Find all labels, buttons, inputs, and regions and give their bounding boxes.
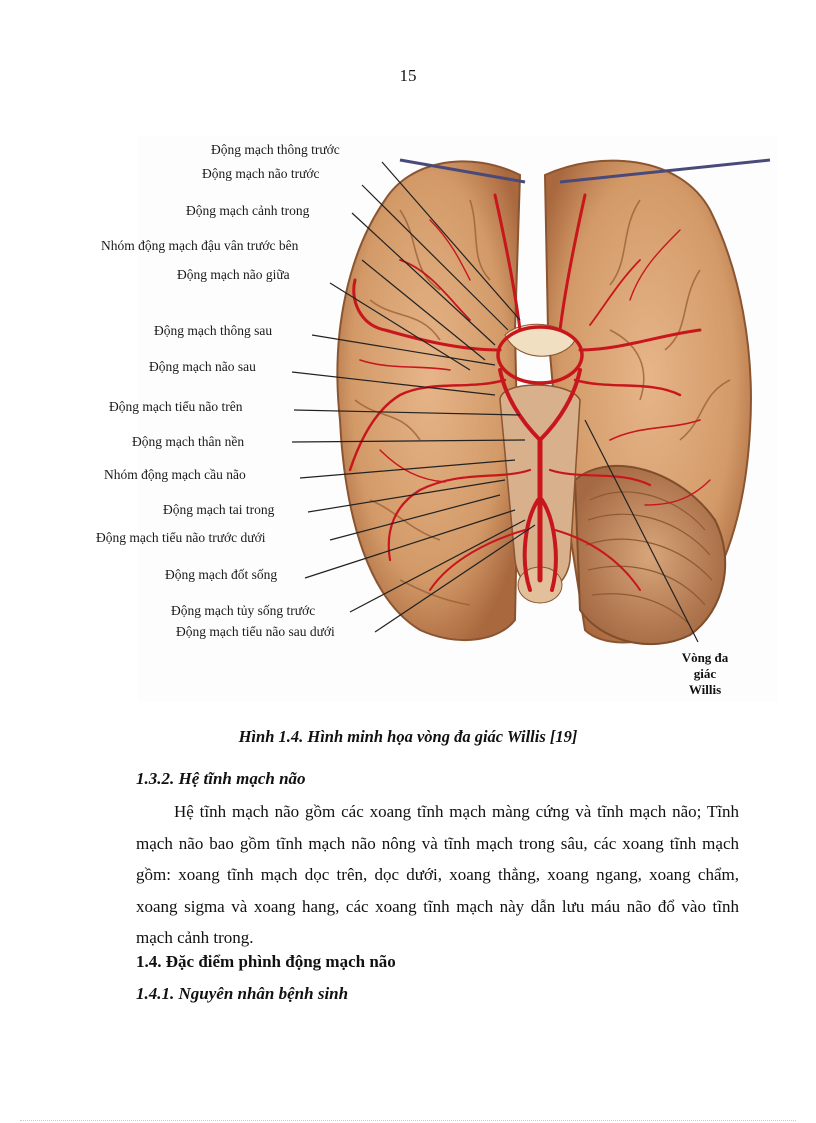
willis-line-1: Vòng đa [681,650,729,665]
label-basilar: Động mạch thân nền [132,434,245,449]
label-anterior-cerebral: Động mạch não trước [202,166,320,181]
heading-1-4: 1.4. Đặc điểm phình động mạch não [136,952,396,971]
label-superior-cerebellar: Động mạch tiểu não trên [109,399,243,414]
label-pontine-group: Nhóm động mạch cầu não [104,467,246,482]
figure-caption: Hình 1.4. Hình minh họa vòng đa giác Willis [19] [238,727,578,746]
label-labyrinthine: Động mạch tai trong [163,502,275,517]
page-number: 15 [399,66,417,85]
label-posterior-inferior-cerebellar: Động mạch tiểu não sau dưới [176,624,335,639]
label-posterior-cerebral: Động mạch não sau [149,359,256,374]
paragraph-venous-system [136,796,739,954]
label-anterior-spinal: Động mạch tủy sống trước [171,603,316,618]
label-vertebral: Động mạch đốt sống [165,567,278,582]
label-anterior-communicating: Động mạch thông trước [211,142,340,157]
paragraph-text: Hệ tĩnh mạch não gồm các xoang tĩnh mạch màng cứng và tĩnh mạch não; Tĩnh mạch não bao gồm tĩnh mạch não nông và tĩnh mạch trong sâu, các xoang tĩnh mạch gồm: xoang tĩnh mạch dọc trên, dọc dưới, xoang thẳng, xoang ngang, xoang chẩm, xoang sigma và xoang hang, các xoang tĩnh mạch này dẫn lưu máu não đổ vào tĩnh mạch cảnh trong. [136,802,739,947]
label-posterior-communicating: Động mạch thông sau [154,323,273,338]
label-lenticulostriate: Nhóm động mạch đậu vân trước bên [101,238,299,253]
label-internal-carotid: Động mạch cảnh trong [186,203,310,218]
page-bottom-divider [20,1120,796,1121]
label-middle-cerebral: Động mạch não giữa [177,267,290,282]
label-circle-of-willis [670,650,740,698]
label-anterior-inferior-cerebellar: Động mạch tiểu não trước dưới [96,530,266,545]
heading-1-4-1: 1.4.1. Nguyên nhân bệnh sinh [136,984,349,1003]
willis-line-2: giác [693,666,717,681]
willis-line-3: Willis [688,682,722,697]
heading-1-3-2: 1.3.2. Hệ tĩnh mạch não [136,769,306,788]
